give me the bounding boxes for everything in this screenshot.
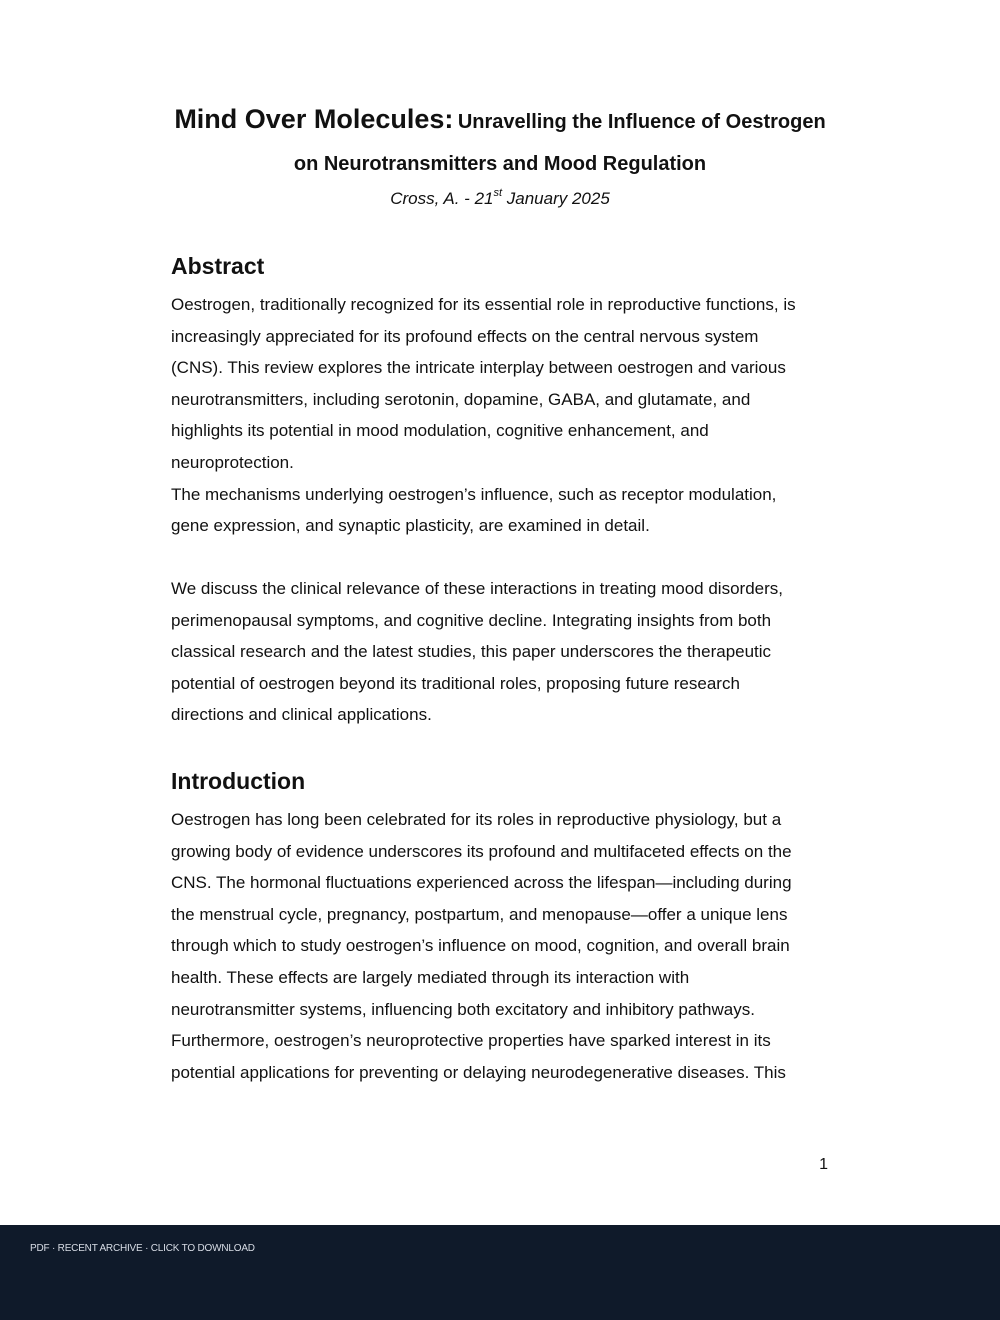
byline-superscript: st [493,187,503,200]
introduction-line: potential applications for preventing or delaying neurodegenerative diseases. This [171,1062,786,1082]
abstract-p1-line: neuroprotection. [171,452,294,472]
introduction-line: neurotransmitter systems, influencing both excitatory and inhibitory pathways. [171,999,755,1019]
abstract-p1-line: The mechanisms underlying oestrogen’s influence, such as receptor modulation, [171,484,777,504]
introduction-line: CNS. The hormonal fluctuations experienced across the lifespan—including during [171,873,792,893]
abstract-p2-line: classical research and the latest studies, this paper underscores the therapeutic [171,642,772,662]
abstract-p1-line: gene expression, and synaptic plasticity, are examined in detail. [171,516,650,536]
abstract-p1-line: highlights its potential in mood modulation, cognitive enhancement, and [171,421,709,441]
paper-subtitle-part-1: Unravelling the Influence of Oestrogen [457,111,826,133]
introduction-line: Furthermore, oestrogen’s neuroprotective properties have sparked interest in its [171,1031,771,1051]
abstract-p2-line: potential of oestrogen beyond its traditional roles, proposing future research [171,673,740,693]
introduction-line: through which to study oestrogen’s influence on mood, cognition, and overall brain [171,936,790,956]
abstract-paragraph-1 [171,289,831,542]
introduction-heading: Introduction [171,768,306,794]
abstract-p1-line: (CNS). This review explores the intricate interplay between oestrogen and various [171,358,786,378]
author-date-line [0,189,1000,209]
introduction-line: health. These effects are largely mediated through its interaction with [171,967,690,987]
paper-title-main: Mind Over Molecules: [174,104,454,134]
download-link[interactable]: PDF · RECENT ARCHIVE · CLICK TO DOWNLOAD [30,1243,255,1254]
abstract-p2-line: directions and clinical applications. [171,705,432,725]
abstract-p1-line: increasingly appreciated for its profound effects on the central nervous system [171,326,759,346]
introduction-paragraph [171,804,831,1088]
page-number: 1 [819,1156,828,1173]
abstract-p2-line: perimenopausal symptoms, and cognitive decline. Integrating insights from both [171,610,772,630]
introduction-line: the menstrual cycle, pregnancy, postpartum, and menopause—offer a unique lens [171,904,788,924]
paper-title-line-1 [0,104,1000,135]
abstract-heading: Abstract [171,253,265,279]
byline-prefix: Cross, A. - 21 [390,189,494,208]
abstract-p2-line: We discuss the clinical relevance of these interactions in treating mood disorders, [171,579,783,598]
abstract-p1-line: neurotransmitters, including serotonin, dopamine, GABA, and glutamate, and [171,389,751,409]
introduction-line: Oestrogen has long been celebrated for its roles in reproductive physiology, but a [171,810,782,829]
paper-subtitle-part-2: on Neurotransmitters and Mood Regulation [293,153,707,175]
abstract-p1-line: Oestrogen, traditionally recognized for its essential role in reproductive functions, is [171,295,796,314]
download-footer-bar [0,1225,1000,1320]
abstract-paragraph-2 [171,573,831,731]
introduction-line: growing body of evidence underscores its profound and multifaceted effects on the [171,841,792,861]
byline-suffix: January 2025 [502,189,610,208]
